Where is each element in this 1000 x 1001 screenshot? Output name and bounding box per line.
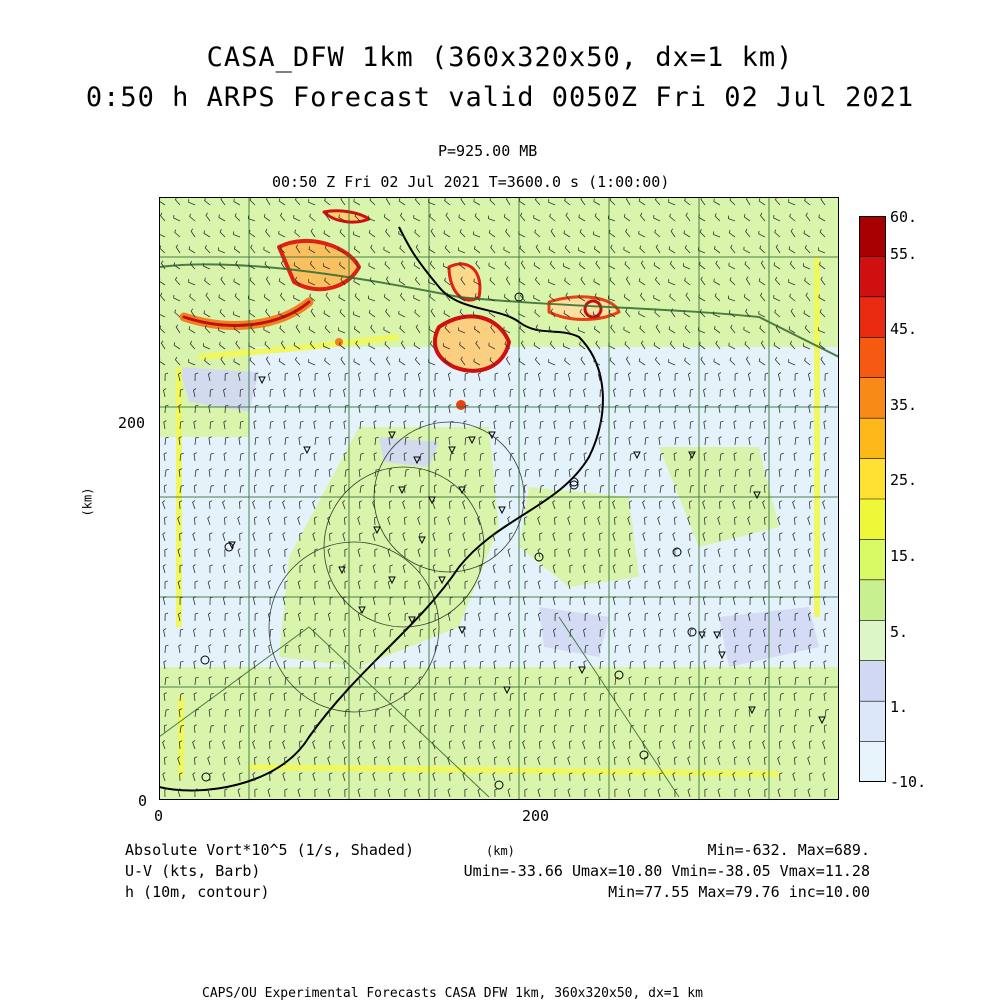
colorbar-label: 15.: [890, 547, 918, 565]
y-tick-label-0: 0: [138, 792, 148, 810]
colorbar-label: -10.: [890, 773, 927, 791]
colorbar-label: 1.: [890, 698, 909, 716]
x-axis-label: (km): [486, 844, 515, 858]
colorbar-swatch: [859, 580, 886, 621]
chart-title: CASA_DFW 1km (360x320x50, dx=1 km): [206, 42, 794, 73]
x-tick-label-0: 0: [154, 807, 164, 825]
colorbar-swatch: [859, 661, 886, 702]
y-axis-label: (km): [80, 487, 95, 517]
colorbar-swatch: [859, 701, 886, 742]
vorticity-map: [159, 197, 839, 800]
colorbar-swatch: [859, 216, 886, 257]
valid-time: 00:50 Z Fri 02 Jul 2021 T=3600.0 s (1:00:00): [272, 173, 670, 191]
colorbar-swatch: [859, 499, 886, 540]
wind-min-max: Umin=-33.66 Umax=10.80 Vmin=-38.05 Vmax=11.28: [463, 862, 870, 880]
colorbar-swatch: [859, 418, 886, 459]
colorbar-label: 25.: [890, 471, 918, 489]
colorbar-swatch: [859, 620, 886, 661]
legend-wind: U-V (kts, Barb): [125, 862, 261, 880]
colorbar-swatch: [859, 459, 886, 500]
colorbar-swatch: [859, 378, 886, 419]
height-min-max: Min=77.55 Max=79.76 inc=10.00: [608, 883, 870, 901]
x-tick-label-200: 200: [522, 807, 550, 825]
colorbar-swatch: [859, 742, 886, 782]
colorbar-label: 60.: [890, 208, 918, 226]
vort-min-max: Min=-632. Max=689.: [707, 841, 870, 859]
colorbar-label: 35.: [890, 396, 918, 414]
colorbar-label: 5.: [890, 623, 909, 641]
colorbar-swatch: [859, 539, 886, 580]
chart-subtitle: 0:50 h ARPS Forecast valid 0050Z Fri 02 Jul 2021: [85, 82, 915, 113]
colorbar-swatch: [859, 256, 886, 297]
colorbar-label: 55.: [890, 245, 918, 263]
y-tick-label-200: 200: [118, 414, 146, 432]
colorbar: [859, 216, 886, 782]
credit-line: CAPS/OU Experimental Forecasts CASA DFW 1km, 360x320x50, dx=1 km: [202, 986, 703, 1001]
colorbar-label: 45.: [890, 320, 918, 338]
pressure-level: P=925.00 MB: [438, 142, 538, 160]
legend-height: h (10m, contour): [125, 883, 270, 901]
colorbar-swatch: [859, 337, 886, 378]
legend-vorticity: Absolute Vort*10^5 (1/s, Shaded): [125, 841, 414, 859]
colorbar-swatch: [859, 297, 886, 338]
